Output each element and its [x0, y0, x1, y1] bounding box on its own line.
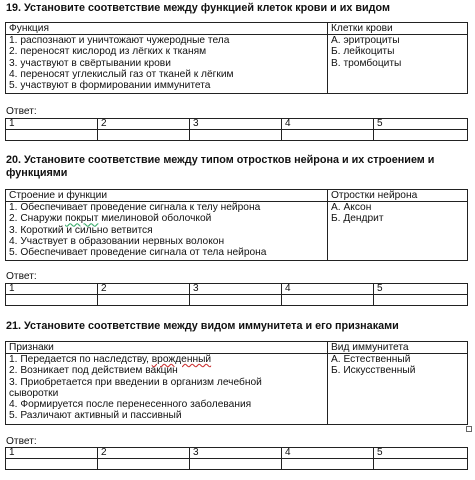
q20-answer-table[interactable] [5, 283, 468, 306]
question-21-title: 21. Установите соответствие между видом иммунитета и его признаками [6, 320, 399, 332]
q19-option: Б. лейкоциты [331, 46, 395, 58]
q21-item: сыворотки [9, 387, 59, 399]
q21-item: 5. Различают активный и пассивный [9, 410, 182, 422]
q19-item: 2. переносят кислород из лёгких к тканям [9, 46, 207, 58]
q19-answer-cell-1[interactable]: 1 [6, 119, 98, 130]
question-21 [0, 320, 470, 333]
q20-item: 2. Снаружи покрыт миелиновой оболочкой [9, 213, 212, 225]
q19-item: 5. участвуют в формировании иммунитета [9, 80, 211, 92]
q20-answer-cell-2[interactable]: 2 [98, 284, 190, 295]
q20-item-underlined-word: покрыт [65, 213, 99, 225]
q20-option: Б. Дендрит [331, 213, 384, 225]
q21-option: Б. Искусственный [331, 365, 416, 377]
q19-answer-input-2[interactable] [98, 130, 190, 141]
q19-answer-input-4[interactable] [282, 130, 374, 141]
table-resize-handle[interactable] [466, 426, 472, 432]
q19-option: А. эритроциты [331, 35, 400, 46]
q20-match-table [5, 189, 468, 261]
q21-answer-cell-2[interactable]: 2 [98, 448, 190, 459]
q19-items-cell [6, 35, 328, 94]
q21-match-table [5, 341, 468, 425]
q21-answer-cell-5[interactable]: 5 [374, 448, 468, 459]
q19-col1-header: Функция [6, 23, 328, 35]
q21-answer-input-2[interactable] [98, 459, 190, 470]
q20-answer-cell-3[interactable]: 3 [190, 284, 282, 295]
q20-item: 5. Обеспечивает проведение сигнала от тела нейрона [9, 247, 267, 259]
q19-answer-cell-4[interactable]: 4 [282, 119, 374, 130]
q20-answer-input-4[interactable] [282, 295, 374, 306]
q19-answer-input-5[interactable] [374, 130, 468, 141]
q21-options-cell [328, 354, 468, 425]
q21-item: 2. Возникает под действием вакцин [9, 365, 178, 377]
question-20-title-line2: функциями [6, 167, 68, 179]
q19-options-cell [328, 35, 468, 94]
q21-answer-cell-4[interactable]: 4 [282, 448, 374, 459]
q19-col2-header: Клетки крови [328, 23, 468, 35]
q21-answer-cell-3[interactable]: 3 [190, 448, 282, 459]
q19-answer-input-3[interactable] [190, 130, 282, 141]
q20-item: 4. Участвует в образовании нервных волокон [9, 235, 225, 247]
q20-answer-input-1[interactable] [6, 295, 98, 306]
q20-answer-input-5[interactable] [374, 295, 468, 306]
q21-items-cell [6, 354, 328, 425]
q21-col1-header: Признаки [6, 342, 328, 354]
q21-answer-input-4[interactable] [282, 459, 374, 470]
q21-answer-cell-1[interactable]: 1 [6, 448, 98, 459]
q20-col2-header: Отростки нейрона [328, 190, 468, 202]
question-19 [0, 2, 470, 15]
q19-item: 4. переносят углекислый газ от тканей к лёгким [9, 68, 234, 80]
q20-option: А. Аксон [331, 202, 372, 213]
q19-answer-cell-5[interactable]: 5 [374, 119, 468, 130]
q19-answer-cell-3[interactable]: 3 [190, 119, 282, 130]
q20-answer-input-3[interactable] [190, 295, 282, 306]
q20-answer-cell-4[interactable]: 4 [282, 284, 374, 295]
q20-item: 3. Короткий и сильно ветвится [9, 224, 153, 236]
q19-answer-table[interactable] [5, 118, 468, 141]
question-19-title: 19. Установите соответствие между функцией клеток крови и их видом [6, 2, 390, 14]
q21-answer-input-3[interactable] [190, 459, 282, 470]
q21-item: 4. Формируется после перенесенного заболевания [9, 399, 252, 411]
q21-item-underlined-word: врожденный [151, 354, 212, 365]
q21-answer-input-1[interactable] [6, 459, 98, 470]
q19-answer-cell-2[interactable]: 2 [98, 119, 190, 130]
q21-answer-table[interactable] [5, 447, 468, 470]
q20-items-cell [6, 202, 328, 261]
q19-item: 1. распознают и уничтожают чужеродные тела [9, 35, 230, 46]
q19-match-table [5, 22, 468, 94]
q19-option: В. тромбоциты [331, 57, 402, 69]
q20-options-cell [328, 202, 468, 261]
q20-item: 1. Обеспечивает проведение сигнала к телу нейрона [9, 202, 261, 213]
q20-answer-cell-5[interactable]: 5 [374, 284, 468, 295]
q19-answer-input-1[interactable] [6, 130, 98, 141]
q20-col1-header: Строение и функции [6, 190, 328, 202]
q20-answer-label: Ответ: [6, 271, 37, 282]
q21-answer-input-5[interactable] [374, 459, 468, 470]
q19-item: 3. участвуют в свёртывании крови [9, 57, 171, 69]
q21-item: 3. Приобретается при введении в организм лечебной [9, 376, 262, 388]
question-20 [0, 154, 470, 180]
q20-answer-cell-1[interactable]: 1 [6, 284, 98, 295]
q19-answer-label: Ответ: [6, 106, 37, 117]
q21-answer-label: Ответ: [6, 436, 37, 447]
q21-item: 1. Передается по наследству, врожденный [9, 354, 212, 365]
q21-col2-header: Вид иммунитета [328, 342, 468, 354]
q20-answer-input-2[interactable] [98, 295, 190, 306]
q21-option: А. Естественный [331, 354, 411, 365]
question-20-title-line1: 20. Установите соответствие между типом отростков нейрона и их строением и [6, 154, 435, 166]
